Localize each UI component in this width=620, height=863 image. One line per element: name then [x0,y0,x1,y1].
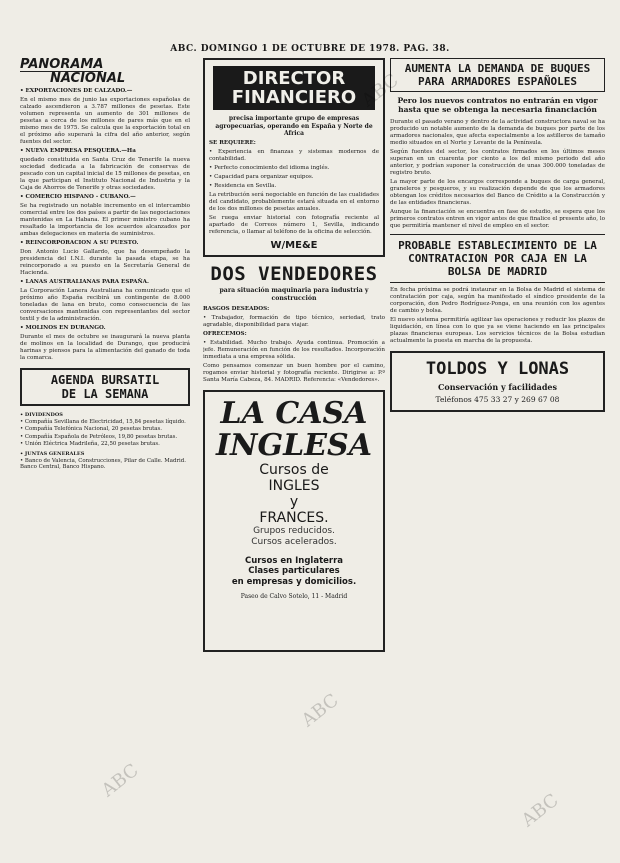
article-body: La mayor parte de los encargos corresponde a buques de carga general, graneleros y pesqueros, y su realización depende de que los armadores obtengan los créditos necesarios del Banco de Crédito a la Construcción y de las entidades financieras. [390,178,605,206]
ad-req-item: • Perfecto conocimiento del idioma inglés. [209,165,379,172]
article-body: Durante el pasado verano y dentro de la actividad constructora naval se ha producido un notable aumento de la demanda de buques por parte de los armadores nacionales, que afecta especialmente a los astilleros de tamaño medio situados en el Norte y Levante de la Península. [390,118,605,146]
headline-buques: AUMENTA LA DEMANDA DE BUQUES PARA ARMADORES ESPAÑOLES [390,58,605,92]
agenda-item: • Banco de Valencia, Construcciones, Pilar de Calle. Madrid. Banco Central, Banco Hispano. [20,458,190,471]
casa-bold-line: Cursos en Inglaterra [244,555,344,566]
casa-line: INGLES [268,477,320,494]
article-body: La Corporación Lanera Australiana ha comunicado que el próximo año España recibirá un contingente de 8.000 toneladas de lana en bruto, como consecuencia de las conversaciones mantenidas con representantes del sector textil y de la administración. [20,288,190,322]
ad-banner-line-2: FINANCIERO [231,87,357,108]
ad-dos-req: • Trabajador, formación de tipo técnico, seriedad, trato agradable, disponibilidad para viajar. [203,315,385,329]
column-right [390,58,605,848]
ad-banner [213,66,375,110]
article-body: El nuevo sistema permitiría agilizar las operaciones y reducir los plazos de liquidación, en línea con lo que ya se viene haciendo en las principales plazas financieras europeas. Los servicios técnicos de la Bolsa estudian actualmente la puesta en marcha de la propuesta. [390,316,605,344]
headline-bolsa: PROBABLE ESTABLECIMIENTO DE LA CONTRATACION POR CAJA EN LA BOLSA DE MADRID [398,238,597,278]
casa-line: FRANCES. [259,509,329,526]
ad-director-financiero [203,58,385,257]
agenda-item: • Compañía Sevillana de Electricidad, 15,84 pesetas líquido. [20,419,190,425]
article-body: Don Antonio Lucio Gallardo, que ha desempeñado la presidencia del I.N.I. durante la pasada etapa, se ha reincorporado a su puesto en la Secretaría General de Hacienda. [20,249,190,276]
ad-req-head: SE REQUIERE: [209,139,256,146]
agenda-title-1: AGENDA BURSATIL [50,373,160,387]
page-header: ABC. DOMINGO 1 DE OCTUBRE DE 1978. PAG. 38. [170,44,450,54]
article-title: • MOLINOS EN DURANGO. [20,325,106,331]
article-title: • EXPORTACIONES DE CALZADO.— [20,88,133,94]
casa-bold-line: en empresas y domicilios. [231,576,357,587]
panorama-heading [20,58,190,85]
casa-brand-2: INGLESA [216,427,372,463]
ad-dos-req-head: RASGOS DESEADOS: [203,305,270,312]
divider [390,234,605,235]
ad-req-item: • Residencia en Sevilla. [209,183,379,190]
column-middle [203,58,385,848]
agenda-box [20,368,190,406]
casa-brand-1: LA CASA [220,395,368,431]
ad-dos-offer: • Estabilidad. Mucho trabajo. Ayuda continua. Promoción a jefe. Remuneración en función de los resultados. Incorporación inmediata a una empresa sólida. [203,340,385,361]
agenda-subhead: • JUNTAS GENERALES [20,450,85,457]
ad-intro: precisa importante grupo de empresas agropecuarias, operando en España y Norte de Africa [215,115,373,138]
agenda-item: • Compañía Española de Petróleos, 19,80 pesetas brutas. [20,434,190,440]
lead-buques: Pero los nuevos contratos no entrarán en vigor hasta que se obtenga la necesaria financiación [397,96,598,115]
ad-dos-vendedores-title: DOS VENDEDORES [210,262,378,285]
article-title: • NUEVA EMPRESA PESQUERA.—Ha [20,148,136,154]
article-body: quedado constituida en Santa Cruz de Tenerife la nueva sociedad dedicada a la fabricación de conservas de pescado con un capital inicial de 15 millones de pesetas, en la que participan el Instituto Nacional de Industria y la Caja de Ahorros de Tenerife y otras sociedades. [20,157,190,191]
article-body: Durante el mes de octubre se inaugurará la nueva planta de molinos en la localidad de Durango, que producirá harinas y piensos para la alimentación del ganado de toda la comarca. [20,334,190,361]
ad-apply: Se ruega enviar historial con fotografía reciente al apartado de Correos número 1, Sevilla, indicando referencia, o llamar al teléfono de la oficina de selección. [209,214,379,235]
casa-line: Cursos acelerados. [251,536,337,547]
ad-banner-line-1: DIRECTOR [242,68,346,89]
watermark-abc: ABC [97,759,143,802]
ad-req-item: • Experiencia en finanzas y sistemas modernos de contabilidad. [209,149,379,163]
article-title: • REINCORPORACION A SU PUESTO. [20,240,139,246]
panorama-title-2: NACIONAL [50,71,126,86]
ad-req-item: • Capacidad para organizar equipos. [209,174,379,181]
casa-address: Paseo de Calvo Sotelo, 11 - Madrid [240,593,348,601]
casa-bold-line: Clases particulares [248,566,340,577]
article-body: Aunque la financiación se encuentra en fase de estudio, se espera que los primeros contratos entren en vigor antes de que finalice el presente año, lo que permitiría mantener el nivel de empleo en el sector. [390,208,605,229]
column-left [20,58,190,848]
agenda-subhead: • DIVIDENDOS [20,412,63,418]
article-body: En el mismo mes de junio las exportaciones españolas de calzado ascendieron a 3.787 millones de pesetas. Este volumen representa un aumento de 301 millones de pesetas a cerca de los millones de pares más que en el mismo mes de 1975. Se calcula que la exportación total en el próximo año superará la cifra del año anterior, según fuentes del sector. [20,97,190,145]
ad-dos-end: Como pensamos comenzar un buen hombre por el camino, rogamos enviar historial y fotografía reciente. Dirigirse a: P.º Santa María Cabeza, 84. MADRID. Referencia: «Vendedores». [203,362,385,383]
watermark-abc: ABC [517,789,563,832]
ad-salary: La retribución será negociable en función de las cualidades del candidato, probablemente estará situada en el entorno de los dos millones de pesetas anuales. [209,191,379,212]
casa-line: Cursos de [259,461,329,478]
article-body: Según fuentes del sector, los contratos firmados en los últimos meses superan en un cuarenta por ciento a los del mismo periodo del año anterior, y podrían suponer la construcción de unas 300.000 toneladas de registro bruto. [390,148,605,176]
ad-la-casa-inglesa [203,390,385,652]
watermark-abc: ABC [357,69,403,112]
article-title: • COMERCIO HISPANO - CUBANO.— [20,194,136,200]
toldos-subtitle: Conservación y facilidades [437,381,558,392]
divider [390,282,605,283]
article-title: • LANAS AUSTRALIANAS PARA ESPAÑA. [20,279,149,285]
casa-line: Grupos reducidos. [253,525,335,536]
ad-dos-subtitle: para situación maquinaria para industria y construcción [219,286,369,302]
ad-toldos [390,351,605,412]
panorama-title-1: PANORAMA [20,58,104,72]
agenda-item: • Compañía Telefónica Nacional, 20 pesetas brutas. [20,426,190,432]
toldos-phone: Teléfonos 475 33 27 y 269 67 08 [435,394,560,404]
watermark-abc: ABC [297,689,343,732]
toldos-title: TOLDOS Y LONAS [425,358,570,379]
ad-dos-offer-head: OFRECEMOS: [203,330,247,337]
article-body: En fecha próxima se podrá instaurar en la Bolsa de Madrid el sistema de contratación por caja, según ha manifestado el síndico presidente de la corporación, don Pedro Rodríguez-Ponga, en una reunión con los agentes de cambio y bolsa. [390,286,605,314]
agenda-item: • Unión Eléctrica Madrileña, 22,50 pesetas brutas. [20,441,190,447]
agenda-title-2: DE LA SEMANA [61,387,149,401]
casa-line: y [289,493,299,510]
article-body: Se ha registrado un notable incremento en el intercambio comercial entre los dos países a partir de las negociaciones mantenidas en La Habana. El primer ministro cubano ha resaltado la importancia de los acuerdos alcanzados por ambas delegaciones en materia de suministros. [20,203,190,237]
ad-logo-wmese: W/ME&E [270,239,318,251]
